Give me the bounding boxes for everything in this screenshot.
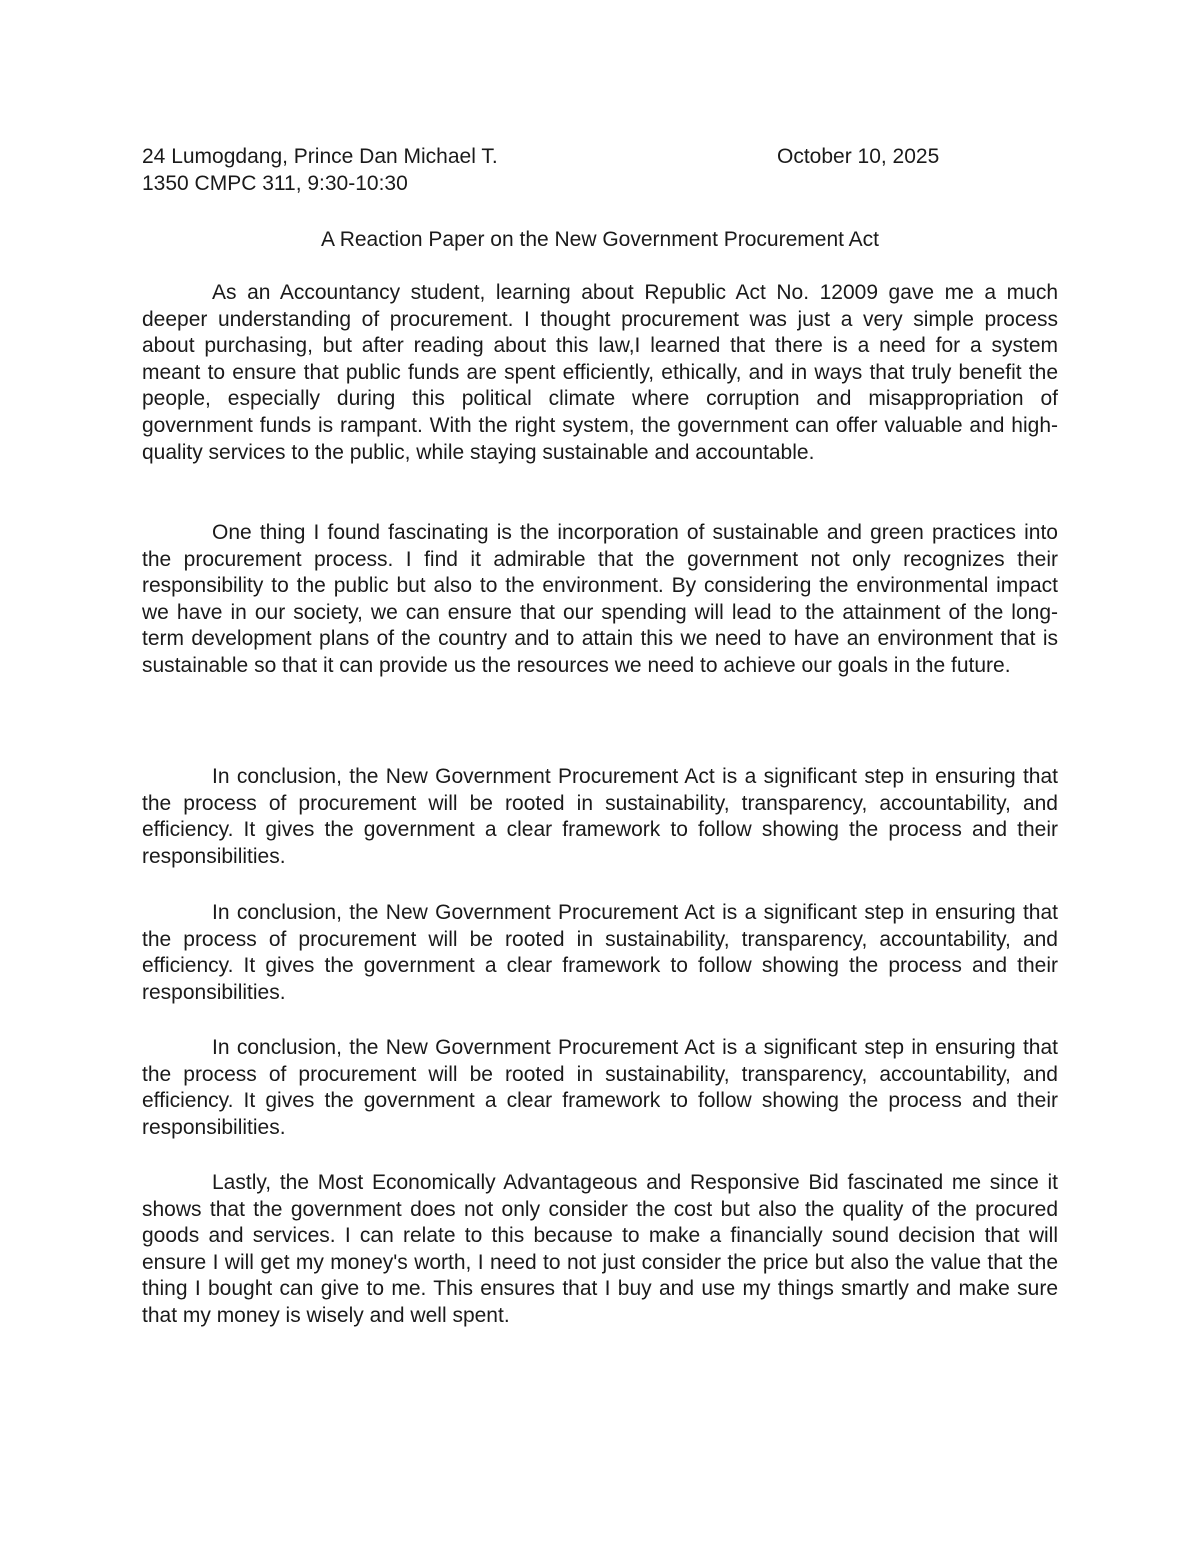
student-name-line: 24 Lumogdang, Prince Dan Michael T. [142,145,498,168]
document-date: October 10, 2025 [777,145,940,168]
document-header [142,143,962,197]
paragraph-meat-bid: Lastly, the Most Economically Advantageous and Responsive Bid fascinated me since it shows that the government does not only consider the cost but also the quality of the procured goods and services. I can relate to this because to make a financially sound decision that will ensure I will get my money's worth, I need to not just consider the price but also the value that the thing I bought can give to me. This ensures that I buy and use my things smartly and make sure that my money is wisely and well spent. [142,1171,1058,1327]
class-schedule-line: 1350 CMPC 311, 9:30-10:30 [142,172,408,195]
paragraph-conclusion: In conclusion, the New Government Procurement Act is a significant step in ensuring that the process of procurement will be rooted in sustainability, transparency, accountability, and efficiency. It gives the government a clear framework to follow showing the process and their responsibilities. [142,765,1058,868]
paper-title: A Reaction Paper on the New Government Procurement Act [321,228,879,251]
paragraph-intro: As an Accountancy student, learning about Republic Act No. 12009 gave me a much deeper understanding of procurement. I thought procurement was just a very simple process about purchasing, but after reading about this law,I learned that there is a need for a system meant to ensure that public funds are spent efficiently, ethically, and in ways that truly benefit the people, especially during this political climate where corruption and misappropriation of government funds is rampant. With the right system, the government can offer valuable and high-quality services to the public, while staying sustainable and accountable. [142,281,1058,464]
paragraph-conclusion-repeat-1: In conclusion, the New Government Procurement Act is a significant step in ensuring that the process of procurement will be rooted in sustainability, transparency, accountability, and efficiency. It gives the government a clear framework to follow showing the process and their responsibilities. [142,901,1058,1004]
paragraph-green-procurement: One thing I found fascinating is the incorporation of sustainable and green practices into the procurement process. I find it admirable that the government not only recognizes their responsibility to the public but also to the environment. By considering the environmental impact we have in our society, we can ensure that our spending will lead to the attainment of the long-term development plans of the country and to attain this we need to have an environment that is sustainable so that it can provide us the resources we need to achieve our goals in the future. [142,521,1058,677]
paragraph-conclusion-repeat-2: In conclusion, the New Government Procurement Act is a significant step in ensuring that the process of procurement will be rooted in sustainability, transparency, accountability, and efficiency. It gives the government a clear framework to follow showing the process and their responsibilities. [142,1036,1058,1139]
header-first-line [142,143,962,170]
